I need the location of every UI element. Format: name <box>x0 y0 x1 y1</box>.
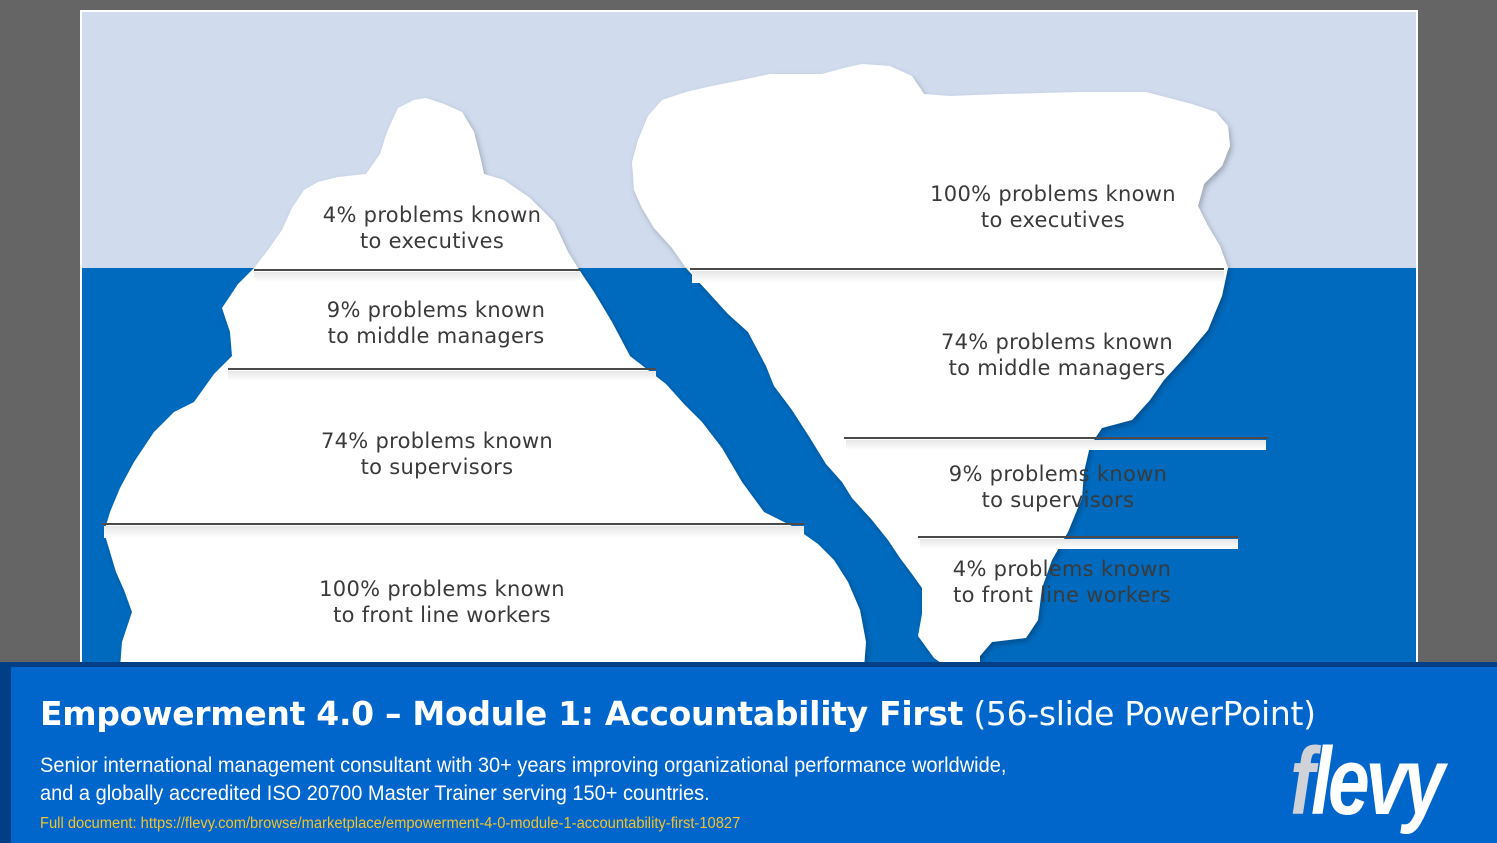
flevy-logo[interactable] <box>1290 728 1480 835</box>
title-format: (56-slide PowerPoint) <box>973 694 1316 733</box>
flevy-logo-text: flevy <box>1290 728 1442 835</box>
left-layer-executives: 4% problems known to executives <box>322 203 542 253</box>
document-description: Senior international management consultant with 30+ years improving organizational performance worldwide, and a globally accredited ISO 20700 Master Trainer serving 150+ countries. <box>40 753 1007 805</box>
iceberg-diagram-slide <box>82 12 1416 668</box>
banner-panel <box>11 667 1497 843</box>
left-layer-front-line-workers: 100% problems known to front line workers <box>319 577 565 627</box>
left-layer-supervisors: 74% problems known to supervisors <box>320 429 554 479</box>
right-layer-executives: 100% problems known to executives <box>930 182 1176 232</box>
title-main: Empowerment 4.0 – Module 1: Accountability First <box>40 694 964 733</box>
slide-frame <box>80 10 1418 670</box>
right-layer-supervisors: 9% problems known to supervisors <box>948 462 1168 512</box>
full-document-link[interactable]: Full document: https://flevy.com/browse/marketplace/empowerment-4-0-module-1-accountability-first-10827 <box>40 815 741 832</box>
right-layer-middle-managers: 74% problems known to middle managers <box>940 330 1174 380</box>
right-layer-front-line-workers: 4% problems known to front line workers <box>952 557 1172 607</box>
left-layer-middle-managers: 9% problems known to middle managers <box>326 298 546 348</box>
document-banner <box>0 662 1497 843</box>
document-title <box>40 693 1316 735</box>
iceberg-scene <box>82 12 1416 668</box>
